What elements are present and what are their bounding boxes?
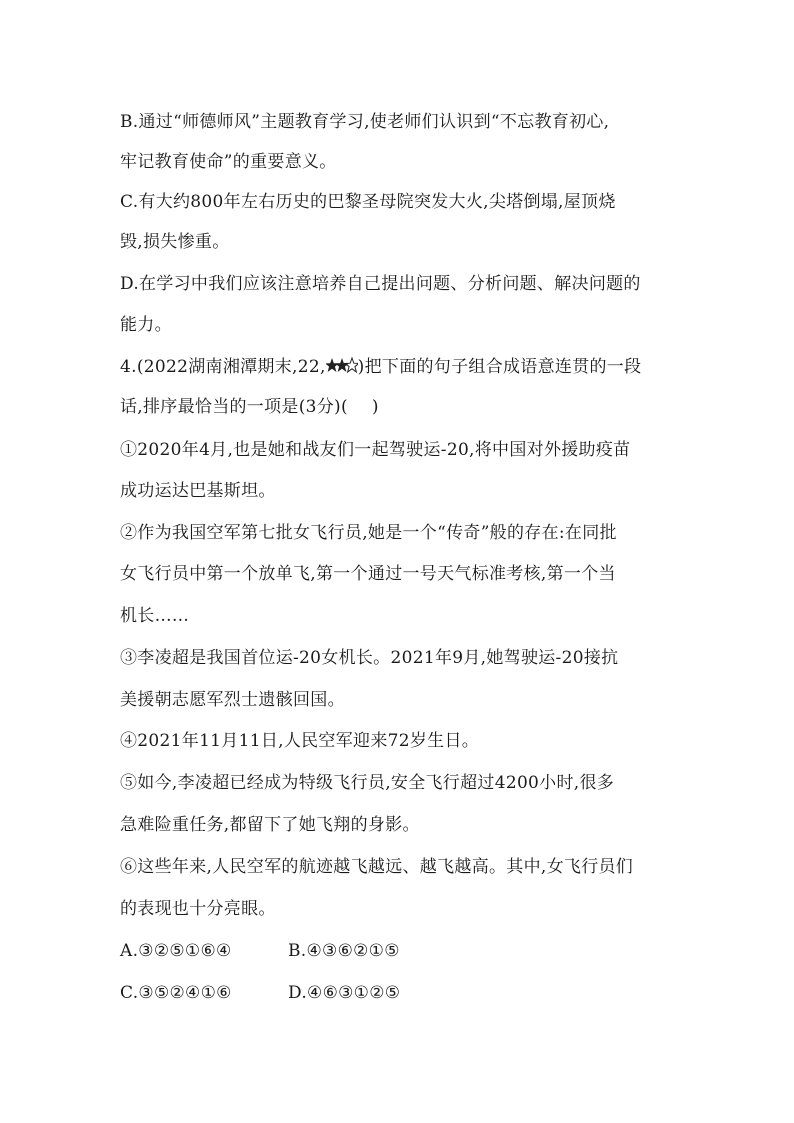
sentence-6-line-2: 的表现也十分亮眼。	[120, 899, 276, 919]
question-4-stem-line-1	[120, 355, 680, 379]
option-b-line-1: B.通过“师德师风”主题教育学习,使老师们认识到“不忘教育初心,	[120, 112, 610, 132]
answer-options-row-2	[120, 981, 680, 1005]
option-c[interactable]: C.③⑤②④①⑥	[120, 983, 232, 1003]
option-b-line-2: 牢记教育使命”的重要意义。	[120, 152, 337, 172]
question-4-stem-line2-suffix: )	[371, 397, 379, 417]
answer-options-row-1	[120, 939, 680, 963]
sentence-3-line-2: 美援朝志愿军烈士遗骸回国。	[120, 690, 345, 710]
option-d-line-2: 能力。	[120, 315, 172, 335]
sentence-4-line-1: ④2021年11月11日,人民空军迎来72岁生日。	[120, 731, 480, 751]
question-4-stem-prefix: 4.(2022湖南湘潭期末,22,	[120, 357, 326, 377]
sentence-3-line-1: ③李凌超是我国首位运-20女机长。2021年9月,她驾驶运-20接抗	[120, 648, 619, 668]
question-4-stem-line-2	[120, 395, 680, 419]
question-4-stem-suffix: )把下面的句子组合成语意连贯的一段	[357, 357, 642, 377]
option-a[interactable]: A.③②⑤①⑥④	[120, 941, 232, 961]
sentence-5-line-1: ⑤如今,李凌超已经成为特级飞行员,安全飞行超过4200小时,很多	[120, 773, 615, 793]
option-b[interactable]: B.④③⑥②①⑤	[288, 941, 400, 961]
sentence-2-line-2: 女飞行员中第一个放单飞,第一个通过一号天气标准考核,第一个当	[120, 564, 616, 584]
question-4-stem-line2-prefix: 话,排序最恰当的一项是(3分)(	[120, 397, 348, 417]
option-d-line-1: D.在学习中我们应该注意培养自己提出问题、分析问题、解决问题的	[120, 274, 641, 294]
two-star-rating-icon	[326, 357, 358, 375]
sentence-1-line-2: 成功运达巴基斯坦。	[120, 481, 276, 501]
option-c-line-1: C.有大约800年左右历史的巴黎圣母院突发大火,尖塔倒塌,屋顶烧	[120, 192, 616, 212]
sentence-2-line-1: ②作为我国空军第七批女飞行员,她是一个“传奇”般的存在:在同批	[120, 523, 617, 543]
sentence-2-line-3: 机长……	[120, 606, 190, 626]
option-d[interactable]: D.④⑥③①②⑤	[288, 983, 401, 1003]
sentence-5-line-2: 急难险重任务,都留下了她飞翔的身影。	[120, 815, 420, 835]
sentence-1-line-1: ①2020年4月,也是她和战友们一起驾驶运-20,将中国对外援助疫苗	[120, 440, 631, 460]
sentence-6-line-1: ⑥这些年来,人民空军的航迹越飞越远、越飞越高。其中,女飞行员们	[120, 857, 634, 877]
option-c-line-2: 毁,损失惨重。	[120, 232, 230, 252]
